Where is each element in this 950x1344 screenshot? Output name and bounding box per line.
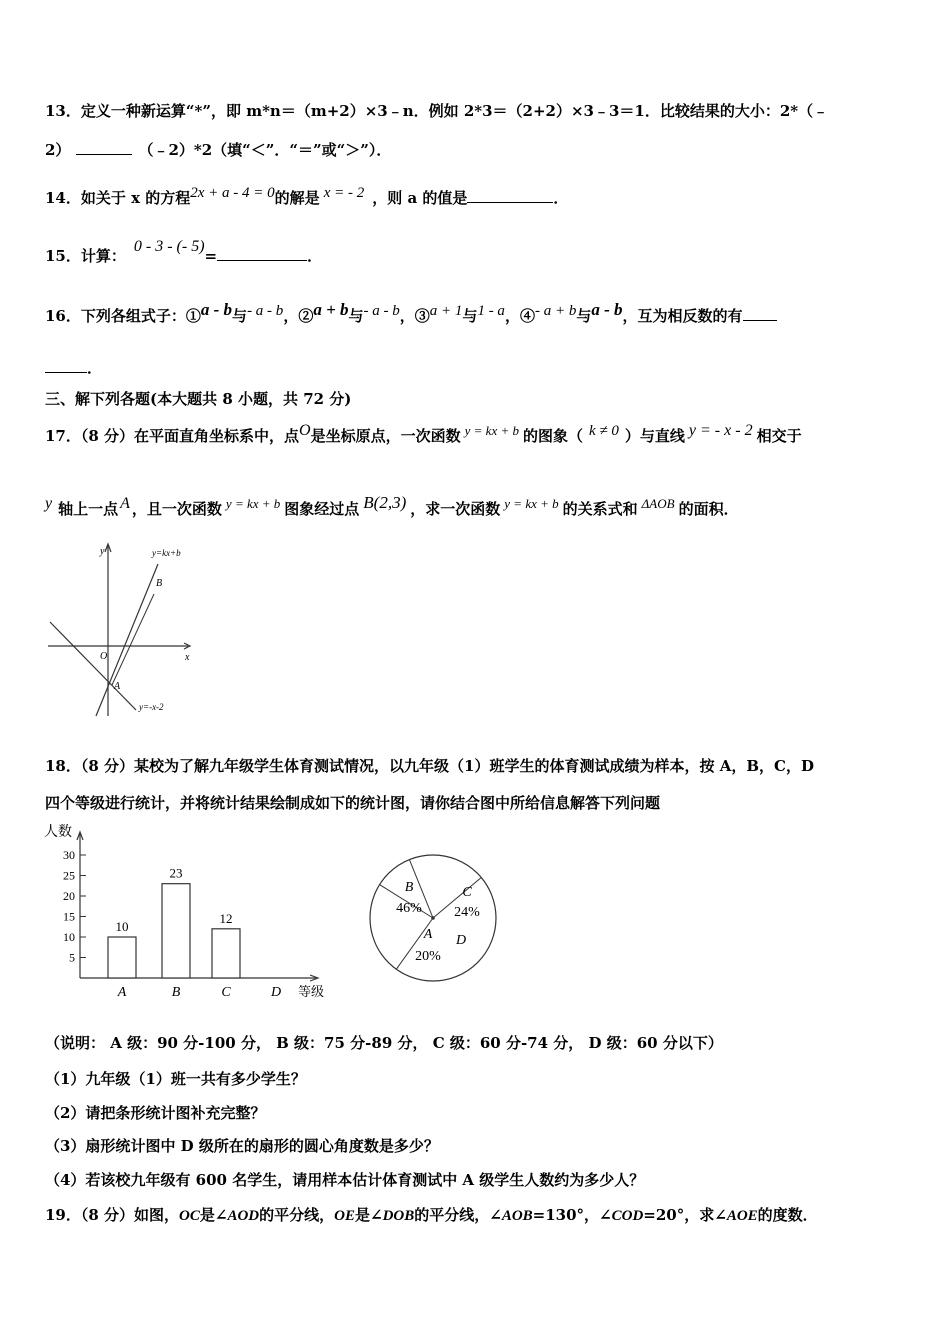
- bar-y-tick-label: 20: [63, 889, 75, 903]
- answer-blank-15[interactable]: [217, 246, 307, 261]
- q16-expr-2a: a + b: [313, 300, 349, 319]
- q15-prefix: 15．计算：: [45, 247, 126, 265]
- pie-slice-percent-C: 24%: [454, 905, 480, 920]
- pie-slice-percent-A: 20%: [415, 949, 441, 964]
- q18-line2: 四个等级进行统计，并将统计结果绘制成如下的统计图，请你结合图中所给信息解答下列问题: [45, 794, 661, 812]
- q14-solution: x = - 2: [323, 185, 365, 201]
- q16-and-1: 与: [232, 307, 248, 325]
- q16-line: [45, 300, 777, 326]
- q13-line2-start: 2）: [45, 141, 71, 159]
- graph-line1-label: y=kx+b: [152, 548, 181, 558]
- line-y-kx-b: [96, 564, 158, 716]
- q18-sub4: （4）若该校九年级有 600 名学生，请用样本估计体育测试中 A 级学生人数约为多少人？: [45, 1171, 645, 1189]
- q16-end: ．: [87, 359, 103, 377]
- q17-func-4: y = kx + b: [504, 496, 559, 511]
- answer-blank-13[interactable]: [76, 140, 132, 155]
- bar-y-tick-label: 30: [63, 848, 75, 862]
- q16-expr-2b: - a - b: [363, 303, 400, 319]
- q17-k-condition: k ≠ 0: [589, 423, 619, 439]
- q16-and-3: 与: [462, 307, 478, 325]
- bar-value-label-B: 23: [169, 865, 183, 881]
- q16-and-2: 与: [348, 307, 364, 325]
- q17-line1: [45, 422, 802, 446]
- graph-origin-label: O: [100, 651, 108, 662]
- answer-blank-16a[interactable]: [743, 306, 777, 321]
- q17-point-b: B(2,3): [363, 493, 407, 512]
- pie-slice-percent-B: 46%: [396, 901, 422, 916]
- q13-line2: [45, 140, 391, 159]
- q14-end: ．: [553, 189, 569, 207]
- q17-text-2: 是坐标原点，一次函数: [310, 427, 461, 445]
- answer-blank-16b[interactable]: [45, 358, 87, 373]
- q17-y: y: [45, 495, 53, 512]
- q14-equation: 2x + a - 4 = 0: [190, 185, 275, 201]
- answer-blank-14[interactable]: [467, 188, 553, 203]
- bar-x-label: 等级: [298, 984, 325, 999]
- segment-ab: [112, 594, 154, 685]
- q18-pie-chart: [360, 846, 510, 991]
- q18-bar-chart: [40, 820, 340, 1005]
- q17-text-6: 轴上一点: [58, 500, 119, 518]
- q15-end: ．: [307, 247, 323, 265]
- graph-point-b: B: [156, 578, 163, 589]
- q17-text-9: ，求一次函数: [410, 500, 501, 518]
- q18-sub3: （3）扇形统计图中 D 级所在的扇形的圆心角度数是多少？: [45, 1137, 439, 1155]
- q19-text-2: 是∠: [199, 1206, 228, 1224]
- q17-point-a: A: [120, 495, 130, 512]
- q13-line2-end: （﹣2）*2（填“＜”．“＝”或“＞”）．: [138, 141, 392, 159]
- bar-y-label: 人数: [44, 825, 72, 840]
- q15-line: [45, 238, 323, 266]
- line-y-neg-x-2: [50, 622, 136, 710]
- q19-dob: DOB: [382, 1208, 415, 1224]
- bar-category-label-C: C: [221, 985, 231, 1000]
- q16-expr-1a: a - b: [200, 300, 233, 319]
- graph-y-label: y: [100, 546, 105, 557]
- q19-text-7: =20°，求∠: [643, 1206, 727, 1224]
- q16-line2: [45, 358, 102, 377]
- q17-text-7: ，且一次函数: [131, 500, 222, 518]
- pie-slice-label-A: A: [423, 927, 433, 942]
- q19-cod: COD: [611, 1208, 644, 1224]
- q18-sub2: （2）请把条形统计图补充完整？: [45, 1104, 266, 1122]
- q16-and-4: 与: [576, 307, 592, 325]
- q14-mid: 的解是: [274, 189, 320, 207]
- bar-category-label-B: B: [171, 985, 181, 1000]
- bar-B: [162, 884, 190, 978]
- q19-aob: AOB: [501, 1208, 533, 1224]
- q17-coordinate-graph: [40, 538, 210, 723]
- q15-expression: 0 - 3 - (- 5): [133, 238, 205, 255]
- q17-text-8: 图象经过点: [284, 500, 360, 518]
- q17-func-2: y = - x - 2: [688, 422, 753, 439]
- q13-line1: 13．定义一种新运算“*”，即 m*n＝（m+2）×3﹣n．例如 2*3＝（2+2）×3﹣3＝1．比较结果的大小：2*（﹣: [45, 102, 829, 120]
- pie-slice-label-C: C: [462, 885, 472, 900]
- graph-x-label: x: [185, 652, 190, 663]
- q17-line2: [45, 493, 739, 519]
- q19-text-4: 是∠: [355, 1206, 383, 1224]
- q16-suffix: ，互为相反数的有: [622, 307, 743, 325]
- q19-text-1: 19．（8 分）如图，: [45, 1206, 180, 1224]
- pie-center: [431, 916, 435, 920]
- q19-aoe: AOE: [726, 1208, 758, 1224]
- q16-sep-3: ，③: [399, 307, 430, 325]
- q16-expr-3a: a + 1: [429, 303, 463, 319]
- bar-A: [108, 937, 136, 978]
- q19-aod: AOD: [227, 1208, 260, 1224]
- pie-slice-label-B: B: [404, 880, 414, 895]
- q18-note: （说明： A 级：90 分-100 分， B 级：75 分-89 分， C 级：60 分-74 分， D 级：60 分以下）: [45, 1034, 723, 1052]
- q16-expr-4b: a - b: [591, 300, 623, 319]
- q17-text-3: 的图象（: [522, 427, 583, 445]
- q19-oc: OC: [179, 1208, 200, 1224]
- q18-sub1: （1）九年级（1）班一共有多少学生？: [45, 1070, 306, 1088]
- q14-line: [45, 185, 569, 208]
- bar-y-tick-label: 25: [63, 868, 75, 883]
- q18-line1: 18．（8 分）某校为了解九年级学生体育测试情况，以九年级（1）班学生的体育测试成绩为样本，按 A，B，C，D: [45, 757, 814, 775]
- q14-suffix: ，则 a 的值是: [372, 189, 468, 207]
- bar-C: [212, 929, 240, 978]
- q16-expr-1b: - a - b: [247, 303, 284, 319]
- q19-text-8: 的度数．: [757, 1206, 818, 1224]
- q16-sep-2: ，②: [283, 307, 314, 325]
- bar-category-label-D: D: [270, 985, 282, 1000]
- section-3-header: 三、解下列各题(本大题共 8 小题，共 72 分): [45, 390, 352, 408]
- bar-y-tick-label: 5: [69, 950, 75, 965]
- graph-point-a: A: [114, 681, 121, 692]
- q16-expr-3b: 1 - a: [477, 303, 505, 319]
- bar-category-label-A: A: [117, 985, 127, 1000]
- q17-text-11: 的面积．: [678, 500, 739, 518]
- q17-triangle: ΔAOB: [641, 496, 675, 511]
- q19-text-6: =130°，∠: [532, 1206, 612, 1224]
- q17-text-10: 的关系式和: [562, 500, 638, 518]
- q17-func-1: y = kx + b: [464, 423, 519, 438]
- q19-oe: OE: [334, 1208, 355, 1224]
- bar-y-tick-label: 10: [63, 930, 75, 944]
- q15-equals: =: [204, 247, 218, 265]
- q16-sep-4: ，④: [504, 307, 535, 325]
- bar-value-label-A: 10: [115, 919, 129, 934]
- q17-text-5: 相交于: [756, 427, 802, 445]
- q16-prefix: 16．下列各组式子：①: [45, 307, 201, 325]
- graph-line2-label: y=-x-2: [139, 702, 164, 712]
- pie-slice-label-D: D: [455, 933, 467, 948]
- bar-value-label-C: 12: [219, 910, 233, 926]
- q19-line: [45, 1206, 818, 1225]
- q17-text-1: 17．（8 分）在平面直角坐标系中，点: [45, 427, 300, 445]
- q17-point-o: O: [299, 422, 311, 439]
- q17-func-3: y = kx + b: [225, 496, 281, 511]
- q17-text-4: ）与直线: [624, 427, 685, 445]
- q19-text-5: 的平分线，∠: [414, 1206, 502, 1224]
- q19-text-3: 的平分线，: [259, 1206, 335, 1224]
- q16-expr-4a: - a + b: [534, 303, 577, 319]
- bar-y-tick-label: 15: [63, 909, 75, 924]
- q14-prefix: 14．如关于 x 的方程: [45, 189, 191, 207]
